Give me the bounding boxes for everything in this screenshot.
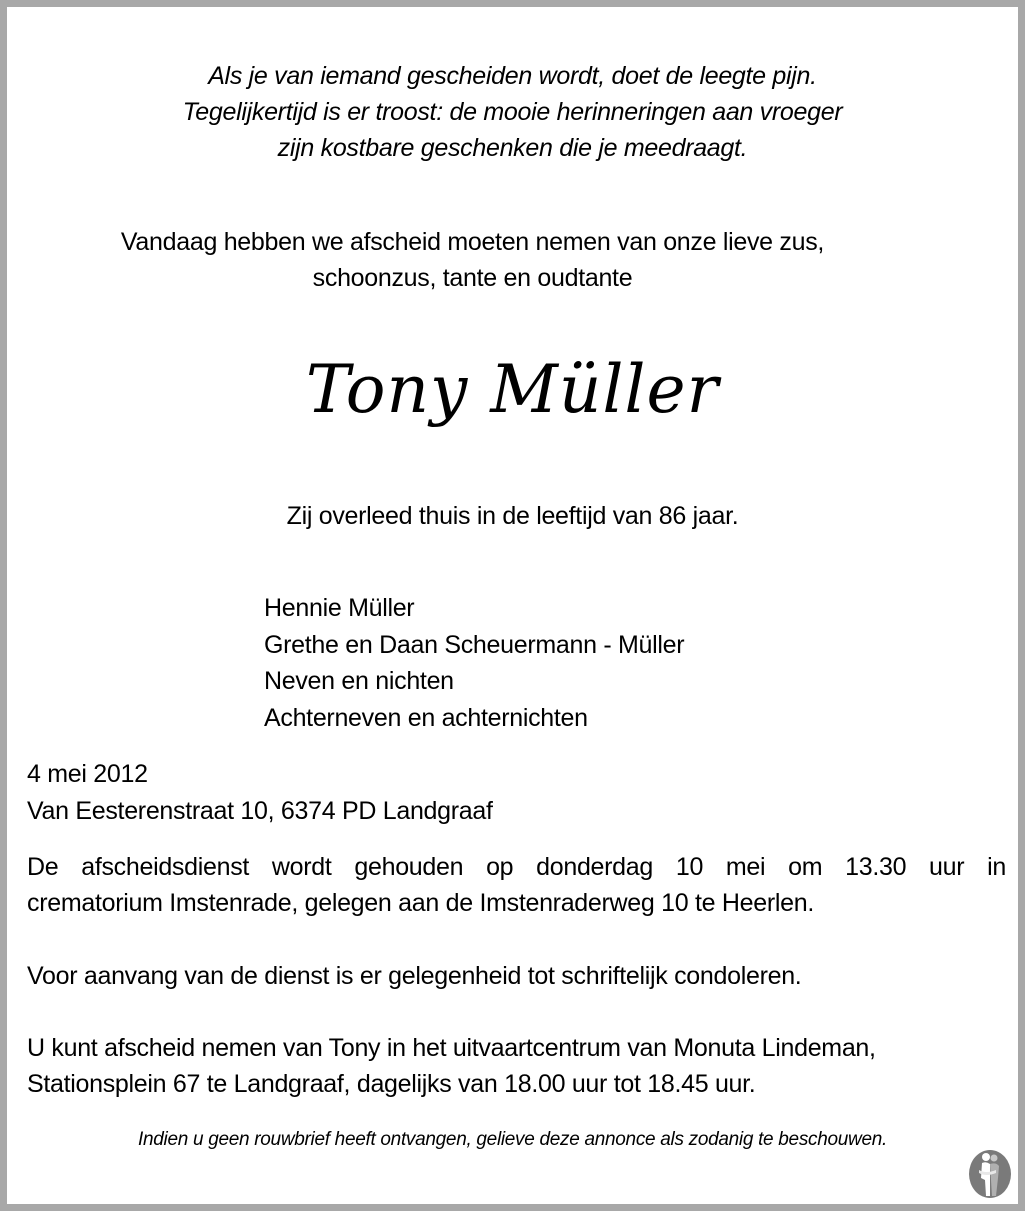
family-member: Achterneven en achternichten xyxy=(264,703,588,732)
poem-line: zijn kostbare geschenken die je meedraagt. xyxy=(277,134,748,162)
deceased-name: Tony Müller xyxy=(305,351,720,428)
intro-line: Vandaag hebben we afscheid moeten nemen van onze lieve zus, xyxy=(120,228,825,256)
viewing-line: Stationsplein 67 te Landgraaf, dagelijks van 18.00 uur tot 18.45 uur. xyxy=(27,1070,756,1098)
condolence-line: Voor aanvang van de dienst is er gelegenheid tot schriftelijk condoleren. xyxy=(27,962,802,990)
intro-line: schoonzus, tante en oudtante xyxy=(312,264,633,292)
family-member: Neven en nichten xyxy=(264,667,454,695)
place-date xyxy=(27,756,493,830)
service-paragraph xyxy=(27,849,1006,921)
footer-note: Indien u geen rouwbrief heeft ontvangen, gelieve deze annonce als zodanig te beschouwen. xyxy=(138,1129,887,1150)
family-list xyxy=(264,590,684,736)
intro-text xyxy=(0,224,945,296)
date: 4 mei 2012 xyxy=(27,760,148,788)
poem xyxy=(0,58,1025,166)
family-member: Hennie Müller xyxy=(264,594,415,622)
embracing-figures-icon xyxy=(966,1148,1014,1200)
address: Van Eesterenstraat 10, 6374 PD Landgraaf xyxy=(27,797,493,825)
viewing-line: U kunt afscheid nemen van Tony in het uitvaartcentrum van Monuta Lindeman, xyxy=(27,1034,876,1062)
family-member: Grethe en Daan Scheuermann - Müller xyxy=(264,630,685,659)
service-line: crematorium Imstenrade, gelegen aan de Imstenraderweg 10 te Heerlen. xyxy=(27,889,814,917)
viewing-paragraph xyxy=(27,1030,1006,1102)
age-statement: Zij overleed thuis in de leeftijd van 86 jaar. xyxy=(286,502,739,530)
condolence-paragraph xyxy=(27,958,1006,994)
poem-line: Als je van iemand gescheiden wordt, doet de leegte pijn. xyxy=(208,62,817,90)
poem-line: Tegelijkertijd is er troost: de mooie herinneringen aan vroeger xyxy=(182,98,843,126)
service-line: De afscheidsdienst wordt gehouden op donderdag 10 mei om 13.30 uur in xyxy=(27,853,1006,881)
